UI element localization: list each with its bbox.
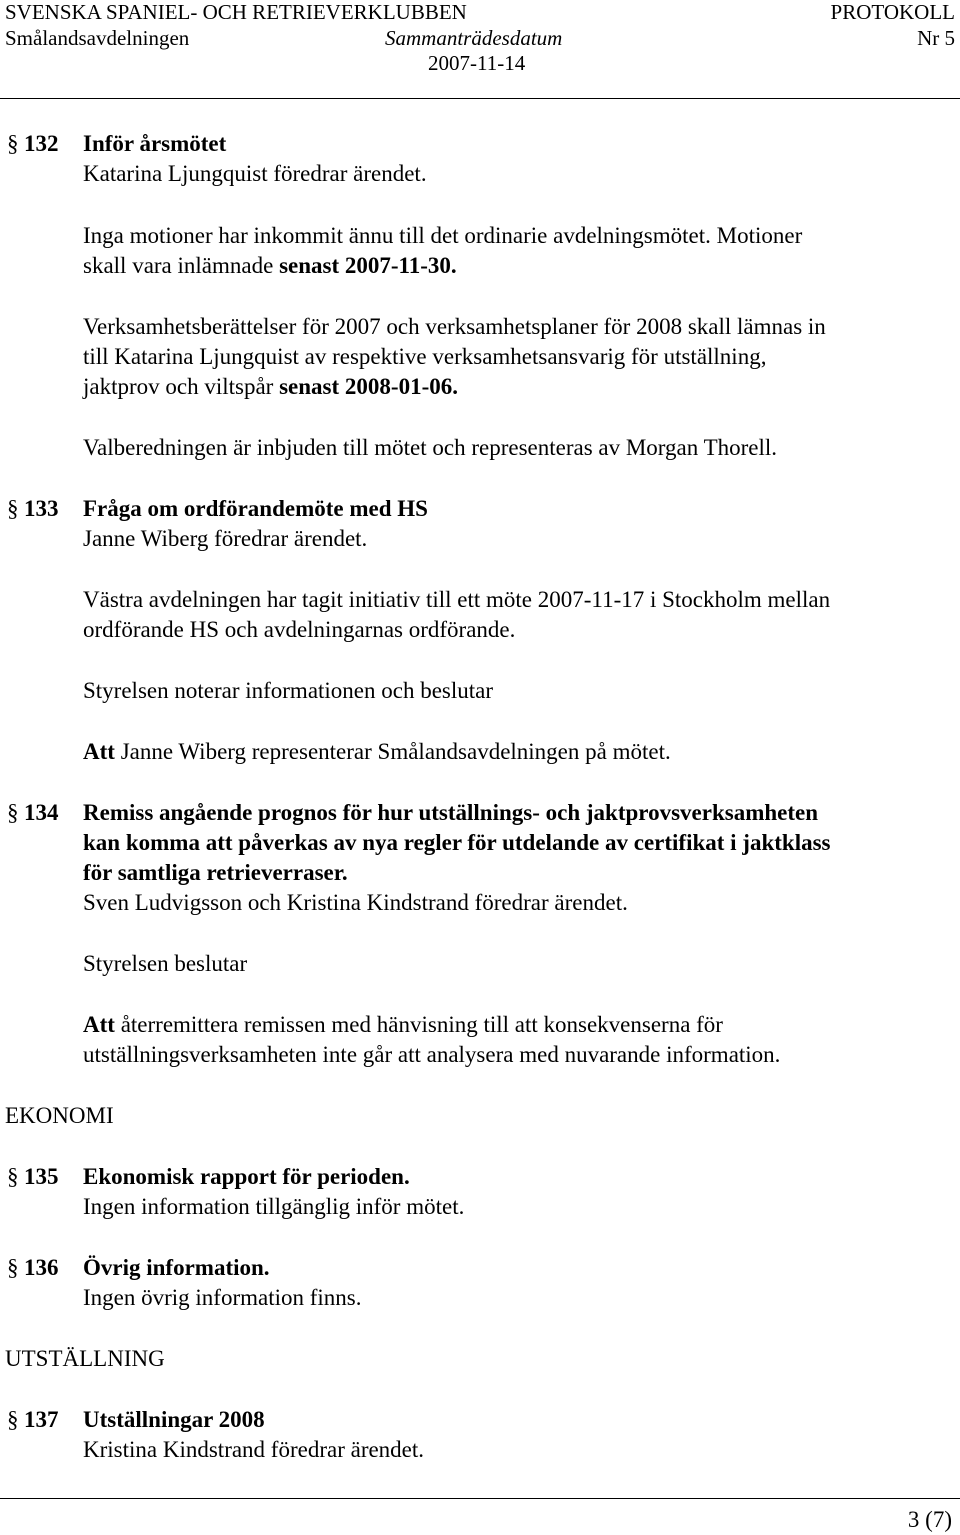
- text-span: återremittera remissen med hänvisning till att konsekvenserna för: [114, 1012, 723, 1037]
- section-heading: UTSTÄLLNING: [5, 1346, 165, 1371]
- footer-divider: [0, 1498, 960, 1499]
- text-span: Janne Wiberg representerar Smålandsavdelningen på mötet.: [114, 739, 671, 764]
- text-span: jaktprov och viltspår: [83, 374, 280, 399]
- item-presenter: Janne Wiberg föredrar ärendet.: [83, 526, 368, 551]
- section-symbol: §: [7, 1164, 19, 1189]
- deadline-text: senast 2007-11-30.: [279, 253, 457, 278]
- item-number: 133: [24, 496, 59, 521]
- decision-att: Att: [83, 739, 115, 764]
- paragraph-line: Västra avdelningen har tagit initiativ till ett möte 2007-11-17 i Stockholm mellan: [83, 587, 831, 612]
- section-symbol: §: [7, 496, 19, 521]
- section-symbol: §: [7, 1255, 19, 1280]
- paragraph-line: Styrelsen noterar informationen och beslutar: [83, 678, 494, 703]
- meeting-date-label: Sammanträdesdatum: [385, 26, 563, 50]
- paragraph-line: [83, 372, 953, 402]
- paragraph-line: [83, 251, 953, 281]
- item-title: Inför årsmötet: [83, 131, 227, 156]
- paragraph-line: till Katarina Ljungquist av respektive verksamhetsansvarig för utställning,: [83, 344, 767, 369]
- item-title: Remiss angående prognos för hur utställnings- och jaktprovsverksamheten: [83, 800, 819, 825]
- item-title: Utställningar 2008: [83, 1407, 265, 1432]
- item-number: 137: [24, 1407, 59, 1432]
- paragraph-line: Ingen information tillgänglig inför mötet.: [83, 1194, 465, 1219]
- decision-att: Att: [83, 1012, 115, 1037]
- paragraph-line: Valberedningen är inbjuden till mötet och representeras av Morgan Thorell.: [83, 435, 778, 460]
- header-divider: [0, 98, 960, 99]
- item-number: 134: [24, 800, 59, 825]
- item-number: 136: [24, 1255, 59, 1280]
- item-title: för samtliga retrieverraser.: [83, 860, 348, 885]
- section-symbol: §: [7, 800, 19, 825]
- item-presenter: Katarina Ljungquist föredrar ärendet.: [83, 161, 427, 186]
- item-number: 132: [24, 131, 59, 156]
- paragraph-line: Styrelsen beslutar: [83, 951, 248, 976]
- paragraph-line: Inga motioner har inkommit ännu till det ordinarie avdelningsmötet. Motioner: [83, 223, 803, 248]
- paragraph-line: ordförande HS och avdelningarnas ordförande.: [83, 617, 516, 642]
- meeting-date: 2007-11-14: [428, 51, 526, 75]
- text-span: skall vara inlämnade: [83, 253, 280, 278]
- division-name: Smålandsavdelningen: [5, 26, 190, 50]
- decision-line: [83, 737, 953, 767]
- paragraph-line: utställningsverksamheten inte går att analysera med nuvarande information.: [83, 1042, 781, 1067]
- section-heading: EKONOMI: [5, 1103, 114, 1128]
- section-symbol: §: [7, 1407, 19, 1432]
- item-title: Ekonomisk rapport för perioden.: [83, 1164, 410, 1189]
- section-symbol: §: [7, 131, 19, 156]
- protocol-number: Nr 5: [917, 26, 955, 50]
- item-presenter: Sven Ludvigsson och Kristina Kindstrand föredrar ärendet.: [83, 890, 628, 915]
- paragraph-line: Kristina Kindstrand föredrar ärendet.: [83, 1437, 425, 1462]
- item-number: 135: [24, 1164, 59, 1189]
- decision-line: [83, 1010, 953, 1040]
- page-number: 3 (7): [907, 1507, 952, 1532]
- document-type: PROTOKOLL: [830, 0, 955, 24]
- item-title: Övrig information.: [83, 1255, 270, 1280]
- item-title: kan komma att påverkas av nya regler för utdelande av certifikat i jaktklass: [83, 830, 831, 855]
- organization-name: SVENSKA SPANIEL- OCH RETRIEVERKLUBBEN: [5, 0, 467, 24]
- item-title: Fråga om ordförandemöte med HS: [83, 496, 428, 521]
- paragraph-line: Ingen övrig information finns.: [83, 1285, 362, 1310]
- paragraph-line: Verksamhetsberättelser för 2007 och verksamhetsplaner för 2008 skall lämnas in: [83, 314, 826, 339]
- deadline-text: senast 2008-01-06.: [279, 374, 458, 399]
